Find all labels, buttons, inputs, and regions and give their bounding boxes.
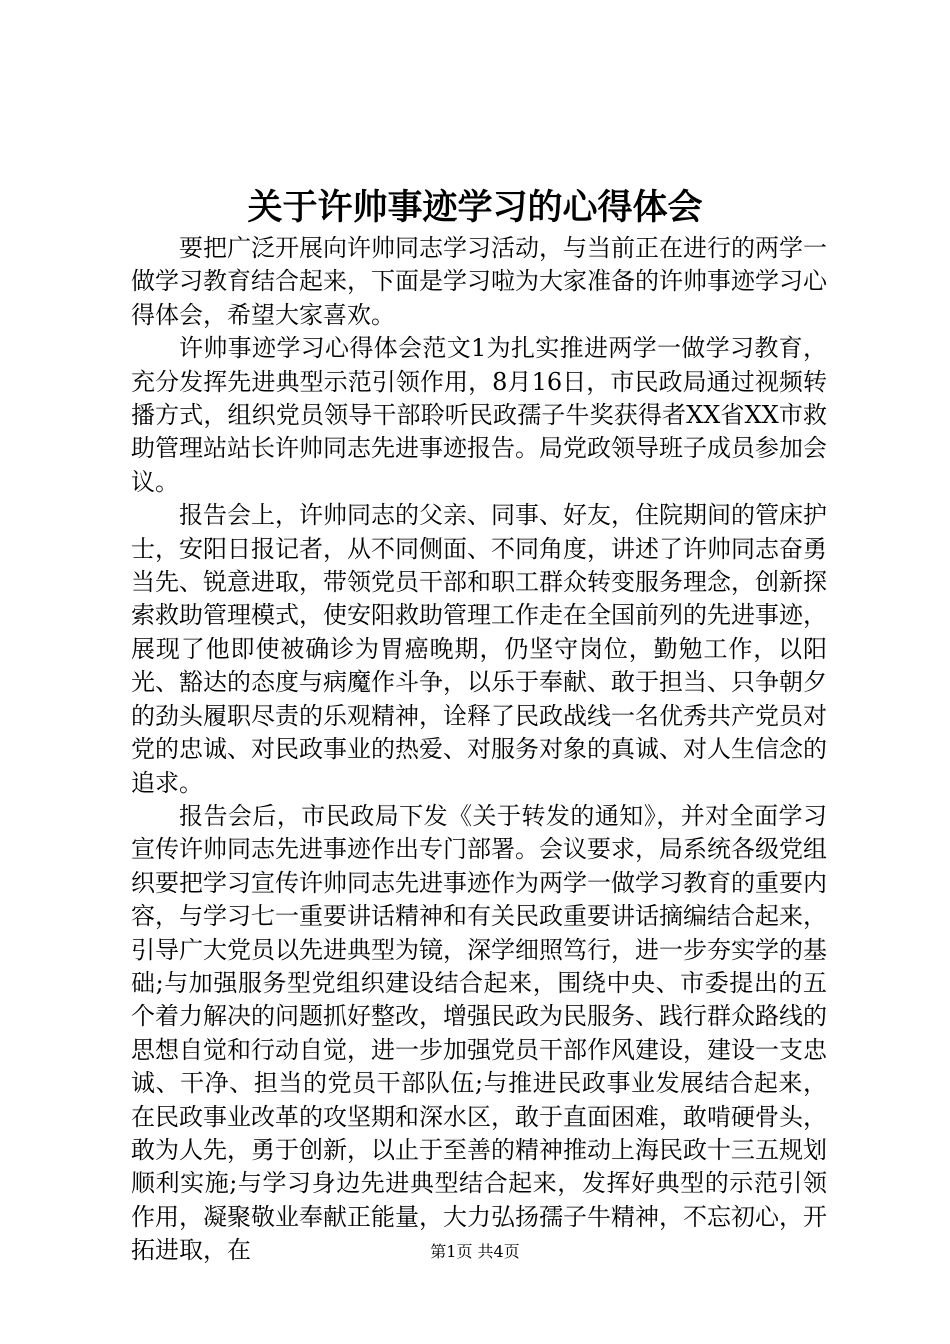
document-body <box>131 232 827 1268</box>
paragraph-sample-one: 许帅事迹学习心得体会范文1为扎实推进两学一做学习教育，充分发挥先进典型示范引领作用，8月16日，市民政局通过视频转播方式，组织党员领导干部聆听民政孺子牛奖获得者XX省XX市救助管理站站长许帅同志先进事迹报告。局党政领导班子成员参加会议。 <box>131 334 827 496</box>
paragraph-report-meeting: 报告会上，许帅同志的父亲、同事、好友，住院期间的管床护士，安阳日报记者，从不同侧面、不同角度，讲述了许帅同志奋勇当先、锐意进取，带领党员干部和职工群众转变服务理念，创新探索救助管理模式，使安阳救助管理工作走在全国前列的先进事迹，展现了他即使被确诊为胃癌晚期，仍坚守岗位，勤勉工作，以阳光、豁达的态度与病魔作斗争，以乐于奉献、敢于担当、只争朝夕的劲头履职尽责的乐观精神，诠释了民政战线一名优秀共产党员对党的忠诚、对民政事业的热爱、对服务对象的真诚、对人生信念的追求。 <box>131 501 827 797</box>
document-title: 关于许帅事迹学习的心得体会 <box>247 187 703 228</box>
page-number-footer: 第1页 共4页 <box>430 1242 520 1261</box>
paragraph-after-meeting: 报告会后，市民政局下发《关于转发的通知》，并对全面学习宣传许帅同志先进事迹作出专门部署。会议要求，局系统各级党组织要把学习宣传许帅同志先进事迹作为两学一做学习教育的重要内容，与学习七一重要讲话精神和有关民政重要讲话摘编结合起来，引导广大党员以先进典型为镜，深学细照笃行，进一步夯实学的基础;与加强服务型党组织建设结合起来，围绕中央、市委提出的五个着力解决的问题抓好整改，增强民政为民服务、践行群众路线的思想自觉和行动自觉，进一步加强党员干部作风建设，建设一支忠诚、干净、担当的党员干部队伍;与推进民政事业发展结合起来，在民政事业改革的攻坚期和深水区，敢于直面困难，敢啃硬骨头，敢为人先，勇于创新，以止于至善的精神推动上海民政十三五规划顺利实施;与学习身边先进典型结合起来，发挥好典型的示范引领作用，凝聚敬业奉献正能量，大力弘扬孺子牛精神，不忘初心，开拓进取，在 <box>131 801 827 1265</box>
paragraph-intro: 要把广泛开展向许帅同志学习活动，与当前正在进行的两学一做学习教育结合起来，下面是学习啦为大家准备的许帅事迹学习心得体会，希望大家喜欢。 <box>131 234 827 329</box>
